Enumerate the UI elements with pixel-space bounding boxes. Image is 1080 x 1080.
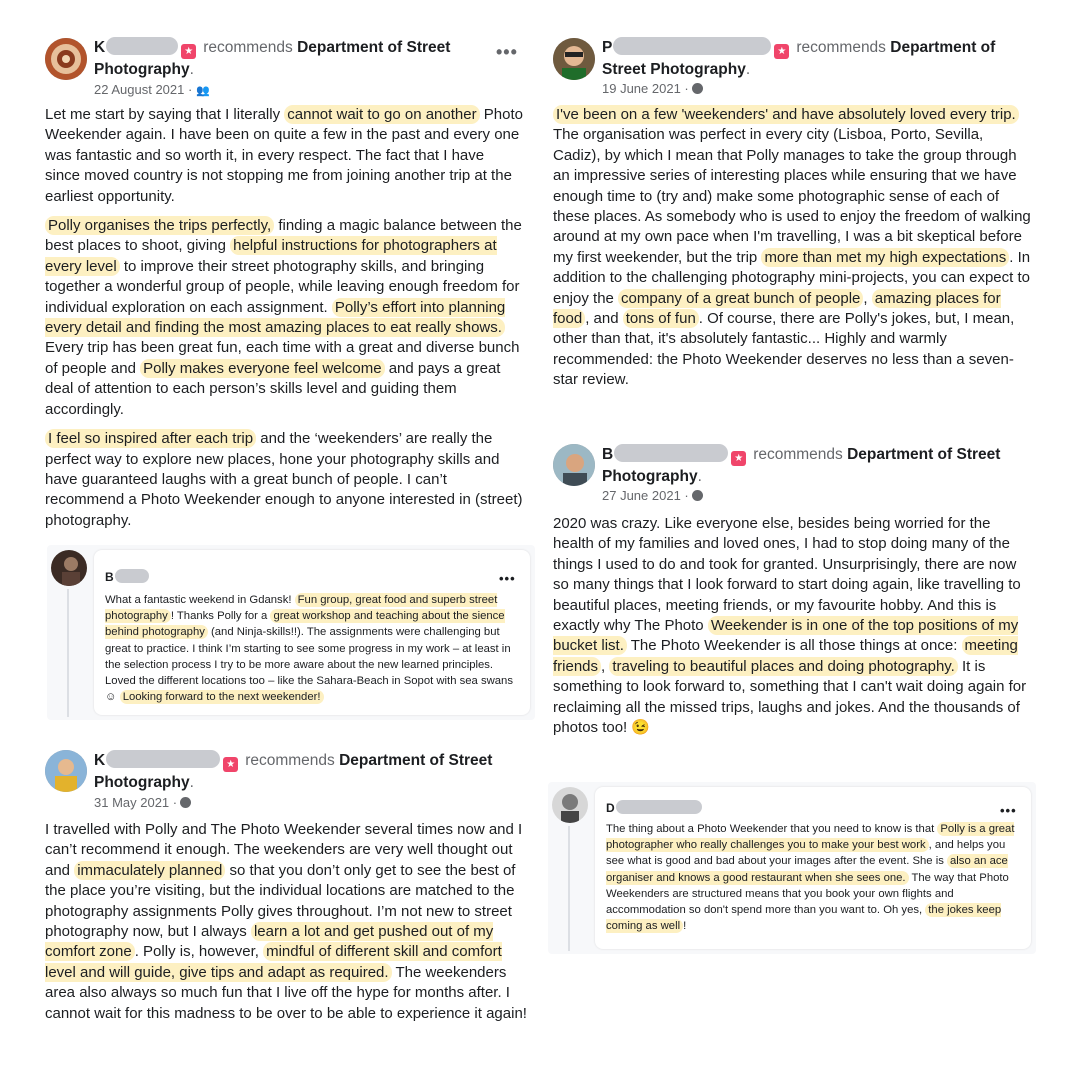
page-name-link[interactable]: Department of Street Photography bbox=[602, 446, 1001, 485]
review-paragraph: Polly organises the trips perfectly, finding a magic balance between the best places to shoot, giving helpful instructions for photographers at every level to improve their street photography skills, and bringing together a wonderful group of people, while leaving enough freedom for individual exploration on each assignment. Polly’s effort into planning every detail and finding the most amazing places to eat really shows. Every trip has been great fun, each time with a great and diverse bunch of people and Polly makes everyone feel welcome and pays a great deal of attention to each person’s skills level and guiding them accordingly. bbox=[45, 217, 522, 418]
comment-bubble bbox=[94, 550, 530, 715]
review-paragraph: 2020 was crazy. Like everyone else, besides being worried for the health of my families and loved ones, I had to stop doing many of the things I used to do and took for granted. Unsurprisingly, there are now so many things that I look forward to start doing again, like travelling to beautiful places, meeting friends, or my favourite hobby. And this is exactly why The Photo Weekender is in one of the top positions of my bucket list. The Photo Weekender is all those things at once: meeting friends , traveling to beautiful places and doing photography. It is something to look forward to, something that I can't wait doing again for reclaiming all the missed trips, laughs and jokes. And the thousands of photos too! 😉 bbox=[553, 515, 1027, 737]
highlighted-phrase: immaculately planned bbox=[74, 861, 225, 880]
highlighted-phrase: Polly makes everyone feel welcome bbox=[140, 359, 384, 378]
reviewer-initial[interactable]: B bbox=[602, 446, 614, 463]
highlighted-phrase: more than met my high expectations bbox=[761, 248, 1009, 267]
highlighted-phrase: I've been on a few 'weekenders' and have absolutely loved every trip. bbox=[553, 105, 1019, 124]
redacted-name bbox=[616, 800, 702, 814]
highlighted-phrase: Weekender is in one of the top positions of my bucket list. bbox=[553, 617, 1019, 655]
redacted-name bbox=[115, 569, 149, 583]
page-name-link[interactable]: Department of Street Photography bbox=[94, 752, 493, 791]
review-text bbox=[45, 820, 527, 1033]
highlighted-phrase: traveling to beautiful places and doing photography. bbox=[609, 657, 957, 676]
comment-card bbox=[47, 545, 535, 720]
review-card bbox=[553, 444, 1033, 764]
review-text bbox=[45, 105, 523, 540]
highlighted-phrase: Polly is a great photographer who really challenges you to make your best work bbox=[606, 823, 1015, 852]
review-date[interactable]: 27 June 2021 · bbox=[602, 488, 703, 504]
reviewer-initial[interactable]: K bbox=[94, 752, 106, 769]
recommends-text: recommends bbox=[753, 446, 843, 463]
comment-card bbox=[548, 782, 1036, 954]
recommend-icon: ★ bbox=[731, 451, 746, 466]
review-paragraph: I travelled with Polly and The Photo Weekender several times now and I can’t recommend it enough. The weekenders are very well thought out and immaculately planned so that you don’t only get to see the best of the place you’re visiting, but the individual locations are matched to the photography assignments Polly gives throughout. I’m not new to street photography now, but I always learn a lot and get pushed out of my comfort zone . Polly is, however, mindful of different skill and comfort level and will guide, give tips and adapt as required. The weekenders area also always so much fun that I live off the hype for months after. I cannot wait for this madness to be over to be able to experience it again! bbox=[45, 821, 527, 1022]
page-name-link[interactable]: Department of Street Photography bbox=[602, 39, 996, 78]
thread-line bbox=[568, 826, 570, 951]
highlighted-phrase: Polly’s effort into planning every detail and finding the most amazing places to eat really shows. bbox=[45, 298, 506, 337]
thread-line bbox=[67, 589, 69, 717]
reviewer-initial[interactable]: K bbox=[94, 39, 106, 56]
review-card bbox=[553, 38, 1033, 418]
avatar[interactable] bbox=[51, 550, 87, 586]
recommends-text: recommends bbox=[203, 39, 293, 56]
avatar[interactable] bbox=[553, 444, 595, 486]
review-date[interactable]: 19 June 2021 · bbox=[602, 81, 703, 97]
review-date[interactable]: 31 May 2021 · bbox=[94, 795, 191, 811]
comment-bubble bbox=[595, 787, 1031, 949]
friends-icon: 👥 bbox=[195, 85, 210, 97]
highlighted-phrase: cannot wait to go on another bbox=[284, 105, 479, 124]
highlighted-phrase: Polly organises the trips perfectly, bbox=[45, 216, 274, 235]
review-card bbox=[45, 38, 525, 533]
more-options-icon[interactable]: ••• bbox=[496, 42, 518, 62]
more-options-icon[interactable]: ••• bbox=[1000, 803, 1017, 818]
recommend-icon: ★ bbox=[223, 757, 238, 772]
highlighted-phrase: the jokes keep coming as well bbox=[606, 904, 1002, 933]
more-options-icon[interactable]: ••• bbox=[499, 571, 516, 586]
avatar[interactable] bbox=[45, 750, 87, 792]
review-paragraph: Let me start by saying that I literally cannot wait to go on another Photo Weekender again. I have been on quite a few in the past and every one was fantastic and so worth it, in every respect. The fact that I have since moved country is not stopping me from joining another trip at the earliest opportunity. bbox=[45, 106, 523, 205]
recommends-text: recommends bbox=[245, 752, 335, 769]
review-text bbox=[553, 514, 1031, 747]
globe-icon bbox=[692, 83, 703, 94]
avatar[interactable] bbox=[552, 787, 588, 823]
highlighted-phrase: also an ace organiser and knows a good restaurant when she sees one. bbox=[606, 855, 1008, 884]
review-header: K ★ recommends Department of Street Photography. bbox=[94, 752, 493, 791]
review-header: K ★ recommends Department of Street Photography. bbox=[94, 39, 451, 78]
recommend-icon: ★ bbox=[774, 44, 789, 59]
highlighted-phrase: great workshop and teaching about the sience behind photography bbox=[105, 610, 505, 639]
highlighted-phrase: Fun group, great food and superb street photography bbox=[105, 594, 498, 623]
review-header: P ★ recommends Department of Street Photography. bbox=[602, 39, 996, 78]
review-date[interactable]: 22 August 2021 · 👥 bbox=[94, 82, 210, 97]
avatar[interactable] bbox=[553, 38, 595, 80]
highlighted-phrase: company of a great bunch of people bbox=[618, 289, 863, 308]
globe-icon bbox=[180, 797, 191, 808]
recommend-icon: ★ bbox=[181, 44, 196, 59]
highlighted-phrase: helpful instructions for photographers at every level bbox=[45, 237, 497, 275]
reviewer-initial[interactable]: P bbox=[602, 39, 613, 56]
highlighted-phrase: mindful of different skill and comfort level and will guide, give tips and adapt as required. bbox=[45, 943, 502, 981]
redacted-name bbox=[106, 750, 220, 768]
commenter-name[interactable]: D bbox=[606, 800, 705, 815]
highlighted-phrase: tons of fun bbox=[623, 309, 699, 328]
highlighted-phrase: I feel so inspired after each trip bbox=[45, 429, 256, 448]
review-paragraph: I feel so inspired after each trip and the ‘weekenders’ are really the perfect way to explore new places, hone your photography skills and have guaranteed laughs with a great bunch of people. I can’t recommend a Photo Weekender enough to anyone interested in (street) photography. bbox=[45, 430, 523, 529]
highlighted-phrase: amazing places for food bbox=[553, 289, 1001, 328]
highlighted-phrase: Looking forward to the next weekender! bbox=[120, 690, 324, 704]
review-header: B ★ recommends Department of Street Photography. bbox=[602, 446, 1001, 485]
highlighted-phrase: meeting friends bbox=[553, 637, 1018, 675]
recommends-text: recommends bbox=[796, 39, 886, 56]
comment-text: The thing about a Photo Weekender that you need to know is that Polly is a great photographer who really challenges you to make your best work , and helps you see what is good and bad about your images after the event. She is also an ace organiser and knows a good restaurant when she sees one. The way that Photo Weekenders are structured means that you book your own flights and accommodation so don't spend more than you want to. Oh yes, the jokes keep coming as well ! bbox=[606, 823, 1015, 933]
globe-icon bbox=[692, 490, 703, 501]
redacted-name bbox=[106, 37, 178, 55]
review-paragraph: I've been on a few 'weekenders' and have absolutely loved every trip. The organisation was perfect in every city (Lisboa, Porto, Sevilla, Cadiz), by which I mean that Polly manages to take the group through an impressive series of interesting places while ensuring that we have enough time to (try and) make some photographic sense of each of these places. As somebody who is used to enjoy the freedom of walking around at my own pace when I'm travelling, I was a bit skeptical before my first weekender, but the trip more than met my high expectations . In addition to the challenging photography mini-projects, you can expect to enjoy the company of a great bunch of people , amazing places for food , and tons of fun . Of course, there are Polly's jokes, but, I mean, other than that, it's absolutely fantastic... Highly and warmly recommended: the Photo Weekender deserves no less than a seven-star review. bbox=[553, 106, 1031, 389]
comment-text: What a fantastic weekend in Gdansk! Fun group, great food and superb street photography ! Thanks Polly for a great workshop and teaching about the sience behind photography (and Ninja-skills!!). The assignments were challenging but great to practice. I think I’m starting to see some progress in my work – at least in the selection process I try to be more aware about the new learned principles. Loved the different locations too – like the Sahara-Beach in Sopot with sea swans ☺ Looking forward to the next weekender! bbox=[105, 594, 513, 704]
commenter-name[interactable]: B bbox=[105, 569, 152, 584]
review-text bbox=[553, 105, 1033, 400]
redacted-name bbox=[613, 37, 771, 55]
page-name-link[interactable]: Department of Street Photography bbox=[94, 39, 451, 78]
review-card bbox=[45, 750, 525, 1050]
highlighted-phrase: learn a lot and get pushed out of my comfort zone bbox=[45, 923, 494, 961]
redacted-name bbox=[614, 444, 728, 462]
avatar[interactable] bbox=[45, 38, 87, 80]
